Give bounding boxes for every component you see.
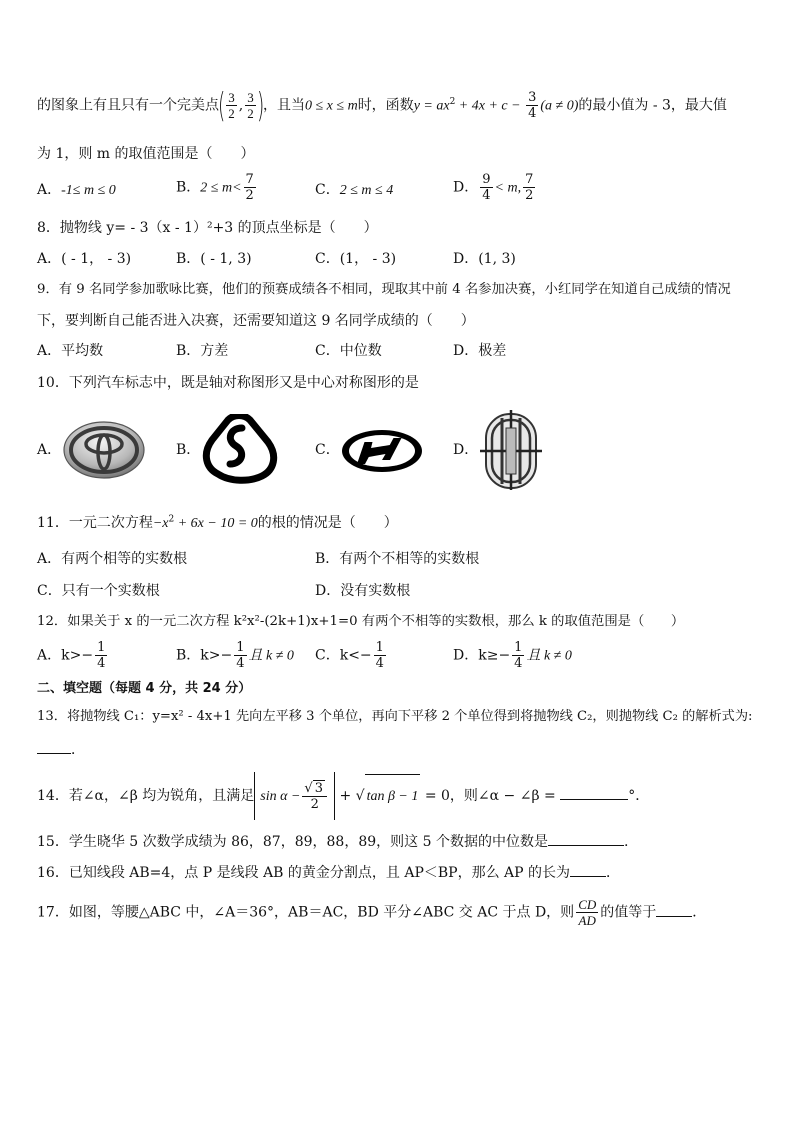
q11-option-a: A．有两个相等的实数根 <box>37 551 188 567</box>
q10-option-b-label: B． <box>176 442 201 458</box>
q12-option-d: D．k≥− $\frac{1}{4}$ 且 k ≠ 0 <box>453 640 572 671</box>
q13-answer-blank[interactable] <box>37 739 71 754</box>
q14-stem: 14．若∠α，∠β 均为锐角，且满足 sin α − $\frac{√ 3}{2}$ + √ tan β − 1 = 0，则∠α − ∠β = °． <box>37 772 756 820</box>
q11-stem: 11．一元二次方程$-x^2 + 6x - 10 = 0$的根的情况是（ ） <box>37 514 398 531</box>
q9-stem-line1: 9．有 9 名同学参加歌咏比赛，他们的预赛成绩各不相同，现取其中前 4 名参加决赛，小红同学在知道自己成绩的情况 <box>37 282 731 297</box>
q7-option-d: D． $\frac{9}{4}$ < m, $\frac{7}{2}$ <box>453 172 534 203</box>
q12-option-a: A．k>− $\frac{1}{4}$ <box>37 640 106 671</box>
q14-answer-blank[interactable] <box>560 785 628 800</box>
q10-option-a-label: A． <box>37 442 62 458</box>
section-2-title: 二、填空题（每题 4 分，共 24 分） <box>37 681 252 696</box>
q8-option-a: A．( - 1， - 3) <box>37 251 132 267</box>
q9-option-a: A．平均数 <box>37 343 104 359</box>
suzuki-style-logo-icon <box>200 414 280 484</box>
q13-answer-line: ． <box>37 739 756 760</box>
q7-option-c: C．2 ≤ m ≤ 4 <box>315 182 394 198</box>
q11-option-d: D．没有实数根 <box>315 583 411 599</box>
q12-stem: 12．如果关于 x 的一元二次方程 k²x²-(2k+1)x+1=0 有两个不相等的实数根，那么 k 的取值范围是（ ） <box>37 614 685 629</box>
q11-option-c: C．只有一个实数根 <box>37 583 160 599</box>
q14-sqrt-tan: tan β − 1 <box>365 774 421 819</box>
q13-stem: 13．将抛物线 C₁：y=x² - 4x+1 先向左平移 3 个单位，再向下平移 2 个单位得到将抛物线 C₂，则抛物线 C₂ 的解析式为: <box>37 709 753 724</box>
q8-option-c: C．(1， - 3) <box>315 251 397 267</box>
q7-option-a: A．-1≤ m ≤ 0 <box>37 182 116 198</box>
q7-line1: 的图象上有且只有一个完美点( $\frac{3}{2}$ , $\frac{3}{2}$ )，且当0 ≤ x ≤ m时，函数$y = ax^2 + 4x + c$ − $\frac{3}{4}$ (a ≠ 0)的最小值为 - 3，最大值 <box>37 85 727 126</box>
q7-function: y = ax <box>413 98 450 114</box>
toyota-logo-icon <box>62 420 146 480</box>
q9-option-d: D．极差 <box>453 343 507 359</box>
q17-answer-blank[interactable] <box>656 902 692 917</box>
q7-option-b: B．2 ≤ m< $\frac{7}{2}$ <box>176 172 254 203</box>
q12-option-c: C．k<− $\frac{1}{4}$ <box>315 640 384 671</box>
q15-stem: 15．学生晓华 5 次数学成绩为 86，87，89，88，89，则这 5 个数据的中位数是 . <box>37 831 756 852</box>
q9-stem-line2: 下，要判断自己能否进入决赛，还需要知道这 9 名同学成绩的（ ） <box>37 313 475 329</box>
lincoln-logo-icon <box>478 408 544 492</box>
q8-option-d: D．(1, 3) <box>453 251 516 267</box>
q10-stem: 10．下列汽车标志中，既是轴对称图形又是中心对称图形的是 <box>37 375 419 391</box>
q16-stem: 16．已知线段 AB=4，点 P 是线段 AB 的黄金分割点，且 AP＜BP，那么 AP 的长为 ． <box>37 862 756 883</box>
q12-option-b: B．k>− $\frac{1}{4}$ 且 k ≠ 0 <box>176 640 294 671</box>
q17-stem: 17．如图，等腰△ABC 中，∠A＝36°，AB＝AC，BD 平分∠ABC 交 AC 于点 D，则 $\frac{CD}{AD}$ 的值等于 ． <box>37 897 707 928</box>
q7-text-a: 的图象上有且只有一个完美点 <box>37 97 219 114</box>
q16-answer-blank[interactable] <box>570 862 606 877</box>
point-x-fraction: $\frac{3}{2}$ <box>228 90 235 121</box>
q7-condition: 0 ≤ x ≤ m <box>304 98 358 114</box>
q10-option-c-label: C． <box>315 442 340 458</box>
q7-line2: 为 1，则 m 的取值范围是（ ） <box>37 146 255 162</box>
q15-answer-blank[interactable] <box>548 831 624 846</box>
q8-option-b: B．( - 1, 3) <box>176 251 252 267</box>
q9-option-c: C．中位数 <box>315 343 382 359</box>
q10-option-d-label: D． <box>453 442 479 458</box>
q9-option-b: B．方差 <box>176 343 229 359</box>
hyundai-logo-icon <box>340 428 424 474</box>
point-y-fraction: $\frac{3}{2}$ <box>247 90 254 121</box>
q11-equation: −x <box>152 516 169 531</box>
q14-absolute-value: sin α − $\frac{√ 3}{2}$ <box>254 772 335 820</box>
q11-option-b: B．有两个不相等的实数根 <box>315 551 480 567</box>
q8-stem: 8．抛物线 y= - 3（x - 1）²+3 的顶点坐标是（ ） <box>37 220 378 236</box>
